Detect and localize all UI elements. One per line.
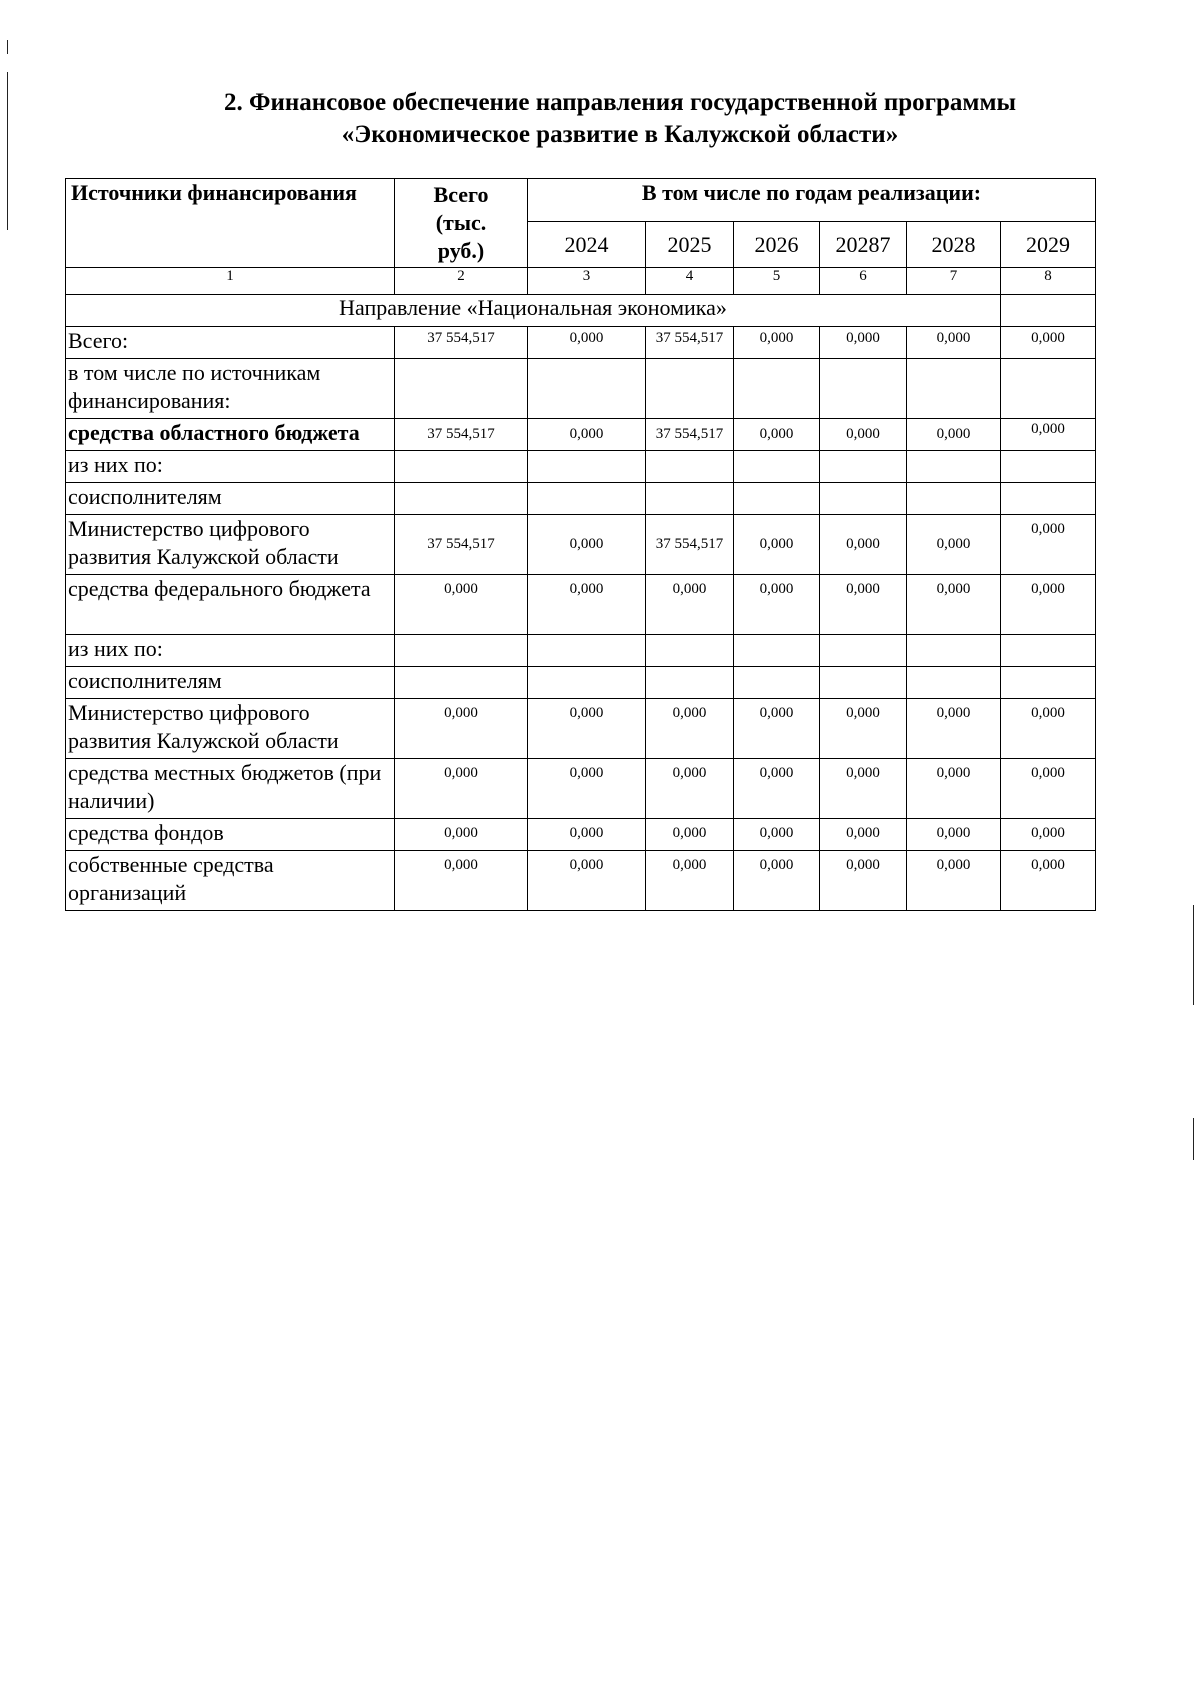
- financing-table: [65, 178, 1096, 911]
- column-number: 7: [907, 268, 1001, 295]
- row-value: 0,000: [395, 819, 528, 851]
- row-value: 0,000: [820, 759, 907, 819]
- row-value: 0,000: [1001, 699, 1096, 759]
- row-value: 0,000: [528, 819, 646, 851]
- row-value: 0,000: [734, 699, 820, 759]
- table-row: [66, 359, 1096, 419]
- scan-edge-mark: [7, 40, 8, 54]
- header-year: 2024: [528, 222, 646, 268]
- row-value: 0,000: [1001, 759, 1096, 819]
- column-number: 3: [528, 268, 646, 295]
- row-value: [395, 667, 528, 699]
- row-value: [395, 635, 528, 667]
- row-value: [528, 635, 646, 667]
- row-value: 0,000: [528, 759, 646, 819]
- header-sources: Источники финансирования: [66, 179, 395, 268]
- row-value: 0,000: [395, 699, 528, 759]
- table-row: [66, 575, 1096, 635]
- table-row: [66, 451, 1096, 483]
- row-label: собственные средства организаций: [66, 851, 395, 911]
- header-year: 2029: [1001, 222, 1096, 268]
- row-value: [1001, 635, 1096, 667]
- row-value: 0,000: [820, 515, 907, 575]
- row-value: [646, 667, 734, 699]
- row-label: из них по:: [66, 635, 395, 667]
- row-value: [395, 359, 528, 419]
- row-value: 0,000: [907, 575, 1001, 635]
- row-value: 0,000: [734, 759, 820, 819]
- row-value: 0,000: [734, 515, 820, 575]
- row-value: 0,000: [646, 819, 734, 851]
- row-value: [1001, 359, 1096, 419]
- row-value: 0,000: [820, 699, 907, 759]
- column-number: 4: [646, 268, 734, 295]
- scan-edge-mark: [1193, 1118, 1194, 1160]
- row-value: [528, 359, 646, 419]
- header-by-years: В том числе по годам реализации:: [528, 179, 1096, 222]
- row-value: [646, 483, 734, 515]
- row-value: [395, 483, 528, 515]
- row-label: средства областного бюджета: [66, 419, 395, 451]
- row-value: 0,000: [820, 819, 907, 851]
- table-row: [66, 327, 1096, 359]
- table-row: [66, 667, 1096, 699]
- title-line-1: 2. Финансовое обеспечение направления государственной программы: [223, 89, 1017, 116]
- row-value: 0,000: [907, 819, 1001, 851]
- column-numbers-row: [66, 268, 1096, 295]
- row-label: в том числе по источникам финансирования:: [66, 359, 395, 419]
- row-value: 0,000: [395, 575, 528, 635]
- row-value: 0,000: [820, 419, 907, 451]
- row-value: 0,000: [734, 327, 820, 359]
- row-value: 0,000: [528, 851, 646, 911]
- row-value: [1001, 667, 1096, 699]
- table-row: [66, 635, 1096, 667]
- row-value: 0,000: [907, 327, 1001, 359]
- row-value: 0,000: [907, 419, 1001, 451]
- row-value: [734, 667, 820, 699]
- title-line-2: «Экономическое развитие в Калужской области»: [341, 121, 899, 148]
- scan-edge-mark: [7, 72, 8, 230]
- row-value: [646, 359, 734, 419]
- row-value: [528, 451, 646, 483]
- row-value: [820, 667, 907, 699]
- row-value: 0,000: [1001, 819, 1096, 851]
- column-number: 8: [1001, 268, 1096, 295]
- header-year: 20287: [820, 222, 907, 268]
- row-label: средства местных бюджетов (при наличии): [66, 759, 395, 819]
- table-row: [66, 419, 1096, 451]
- row-label: Министерство цифрового развития Калужской области: [66, 699, 395, 759]
- column-number: 2: [395, 268, 528, 295]
- row-value: 37 554,517: [395, 327, 528, 359]
- row-value: 0,000: [1001, 575, 1096, 635]
- row-value: [1001, 483, 1096, 515]
- row-value: 0,000: [528, 327, 646, 359]
- row-value: [528, 483, 646, 515]
- row-label: Министерство цифрового развития Калужской области: [66, 515, 395, 575]
- row-value: 0,000: [528, 515, 646, 575]
- row-value: [907, 483, 1001, 515]
- row-value: [907, 667, 1001, 699]
- row-value: 37 554,517: [395, 515, 528, 575]
- row-value: 0,000: [734, 819, 820, 851]
- row-value: [734, 635, 820, 667]
- row-value: 0,000: [907, 851, 1001, 911]
- row-value: 0,000: [907, 759, 1001, 819]
- header-year: 2026: [734, 222, 820, 268]
- row-value: 0,000: [528, 699, 646, 759]
- row-value: 0,000: [1001, 327, 1096, 359]
- row-value: [907, 635, 1001, 667]
- header-year: 2025: [646, 222, 734, 268]
- row-value: 0,000: [820, 851, 907, 911]
- row-value: [646, 451, 734, 483]
- row-value: 37 554,517: [646, 327, 734, 359]
- row-label: Всего:: [66, 327, 395, 359]
- row-value: 0,000: [734, 851, 820, 911]
- row-label: соисполнителям: [66, 667, 395, 699]
- row-label: из них по:: [66, 451, 395, 483]
- column-number: 1: [66, 268, 395, 295]
- row-value: [734, 359, 820, 419]
- row-value: [1001, 451, 1096, 483]
- column-number: 5: [734, 268, 820, 295]
- row-value: 0,000: [734, 419, 820, 451]
- row-value: 0,000: [646, 851, 734, 911]
- row-value: 0,000: [1001, 515, 1096, 575]
- table-row: [66, 515, 1096, 575]
- row-value: [820, 635, 907, 667]
- row-value: 0,000: [907, 699, 1001, 759]
- row-value: [907, 359, 1001, 419]
- row-value: [528, 667, 646, 699]
- scan-edge-mark: [1193, 905, 1194, 1005]
- row-value: [734, 483, 820, 515]
- row-value: 37 554,517: [395, 419, 528, 451]
- document-title: [60, 87, 1180, 151]
- row-value: [646, 635, 734, 667]
- row-value: 0,000: [528, 575, 646, 635]
- header-total: Всего (тыс. руб.): [395, 179, 528, 268]
- row-value: 0,000: [395, 759, 528, 819]
- row-value: [734, 451, 820, 483]
- header-year: 2028: [907, 222, 1001, 268]
- row-value: [820, 359, 907, 419]
- column-number: 6: [820, 268, 907, 295]
- section-row: [66, 295, 1096, 327]
- row-value: 37 554,517: [646, 419, 734, 451]
- row-value: 0,000: [734, 575, 820, 635]
- row-value: [395, 451, 528, 483]
- row-value: [820, 483, 907, 515]
- row-value: 0,000: [646, 699, 734, 759]
- row-value: 0,000: [820, 575, 907, 635]
- table-row: [66, 759, 1096, 819]
- row-value: 0,000: [646, 759, 734, 819]
- row-value: 0,000: [1001, 419, 1096, 451]
- section-empty-cell: [1001, 295, 1096, 327]
- row-label: соисполнителям: [66, 483, 395, 515]
- table-row: [66, 699, 1096, 759]
- row-value: 0,000: [1001, 851, 1096, 911]
- row-value: 0,000: [820, 327, 907, 359]
- row-label: средства федерального бюджета: [66, 575, 395, 635]
- row-value: 0,000: [528, 419, 646, 451]
- table-row: [66, 483, 1096, 515]
- row-value: 0,000: [907, 515, 1001, 575]
- table-row: [66, 851, 1096, 911]
- row-value: [820, 451, 907, 483]
- row-label: средства фондов: [66, 819, 395, 851]
- row-value: 0,000: [395, 851, 528, 911]
- table-row: [66, 819, 1096, 851]
- section-title: Направление «Национальная экономика»: [66, 295, 1001, 327]
- row-value: 37 554,517: [646, 515, 734, 575]
- row-value: 0,000: [646, 575, 734, 635]
- row-value: [907, 451, 1001, 483]
